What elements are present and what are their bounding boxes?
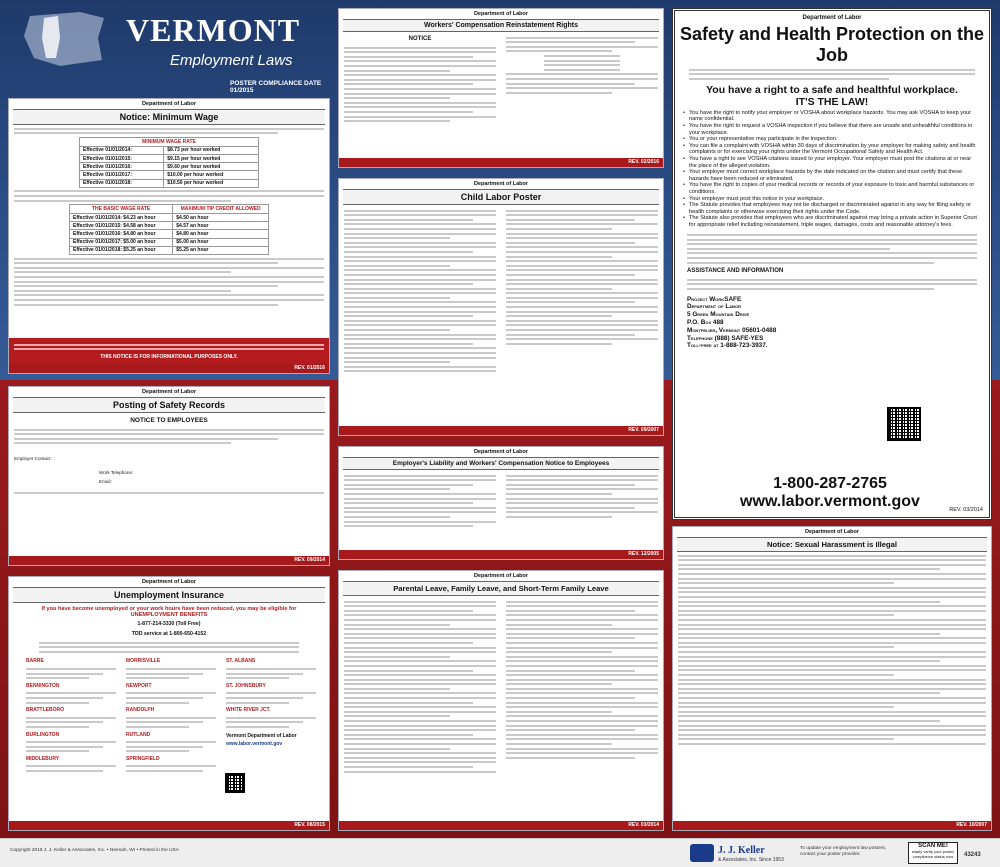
- table-row: Effective 01/01/2017: $5.00 an hour $5.00 an hour: [70, 238, 269, 246]
- work-phone-label: Work Telephone:: [99, 469, 134, 475]
- website-title: Vermont Department of Labor: [226, 732, 297, 739]
- safety-title: Safety and Health Protection on the Job: [679, 24, 985, 65]
- office-city: RUTLAND: [126, 731, 151, 738]
- dept-label: Department of Labor: [804, 529, 860, 535]
- office-city: MORRISVILLE: [126, 658, 161, 665]
- update-text: To update your employment law posters, contact your poster provider.: [800, 846, 887, 857]
- scan-sub: easily verify your poster compliance status now: [911, 849, 954, 859]
- qr-code-icon: [887, 407, 921, 441]
- rev-label: REV. 08/2015: [9, 821, 329, 830]
- panel-title: Parental Leave, Family Leave, and Short-Term Family Leave: [343, 581, 659, 596]
- rev-label: REV. 09/2007: [339, 426, 663, 435]
- list-item: • You can file a complaint with VOSHA within 30 days of discrimination by your employer for making safety and health complaints or for exercising your rights under the Vermont Occupational Safety and Health Act.: [689, 143, 977, 156]
- dept-label: Department of Labor: [802, 15, 862, 21]
- email-label: Email:: [99, 478, 112, 484]
- rev-label: REV. 03/2014: [339, 821, 663, 830]
- phone-line: 1-877-214-3330 (Toll Free): [137, 621, 201, 627]
- table-row: Effective 01/01/2016: $9.60 per hour worked: [80, 163, 259, 171]
- rev-label: REV. 12/2005: [339, 550, 663, 559]
- office-city: ST. JOHNSBURY: [226, 682, 266, 689]
- minimum-wage-table: [79, 137, 259, 188]
- table-row: Effective 01/01/2015: $9.15 per hour worked: [80, 154, 259, 162]
- rev-label: REV. 03/2014: [949, 507, 983, 513]
- panel-workers-comp-reinstatement: [338, 8, 664, 168]
- panel-title: Unemployment Insurance: [13, 587, 325, 603]
- state-title: VERMONT: [126, 12, 301, 48]
- law-heading: IT'S THE LAW!: [795, 95, 869, 108]
- panel-safety-records: [8, 386, 330, 566]
- table-row: Effective 01/01/2014: $8.73 per hour worked: [80, 146, 259, 154]
- company-since: & Associates, Inc. Since 1953: [718, 857, 784, 863]
- office-city: SPRINGFIELD: [126, 755, 160, 762]
- company-name: J. J. Keller: [718, 845, 765, 856]
- website-link[interactable]: www.labor.vermont.gov: [740, 493, 920, 510]
- table-row: Effective 01/01/2014: $4.23 an hour $4.50 an hour: [70, 214, 269, 222]
- rev-label: REV. 01/2016: [9, 364, 329, 373]
- dept-label: Department of Labor: [473, 573, 529, 579]
- rev-label: REV. 02/2016: [339, 158, 663, 167]
- notice-heading: NOTICE: [408, 36, 432, 42]
- table-row: Effective 01/01/2017: $10.00 per hour worked: [80, 171, 259, 179]
- headline: If you have become unemployed or your work hours have been reduced, you may be eligible for UNEMPLOYMENT BENEFITS: [41, 606, 297, 618]
- product-code: 43243: [964, 852, 981, 858]
- rev-label: REV. 09/2014: [9, 556, 329, 565]
- panel-title: Child Labor Poster: [343, 189, 659, 205]
- tipped-wage-table: THE BASIC WAGE RATE MAXIMUM TIP CREDIT ALLOWED Effective 01/01/2014: $4.23 an hour $4.50 an hour Effective 01/01/2015: $4.58 an hour $4.57 an hour Effective 01/01/2016: $4.80 an hour $4.80 an hour Effective 01/01/2017: $5.00 an hour $5.00 an hour Effective 01/01/2018: $5.25 an hour $5.25 an hour: [69, 204, 269, 255]
- panel-parental-leave: [338, 570, 664, 831]
- dept-label: Department of Labor: [141, 389, 197, 395]
- panel-title: Notice: Minimum Wage: [13, 109, 325, 125]
- panel-employer-liability: [338, 446, 664, 560]
- table-header: MINIMUM WAGE RATE: [80, 137, 259, 146]
- scan-label: SCAN ME!: [918, 843, 948, 849]
- right-heading: You have a right to a safe and healthful workplace.: [706, 83, 958, 96]
- panel-title: Posting of Safety Records: [13, 397, 325, 413]
- vermont-map-icon: [20, 8, 112, 68]
- rights-list: [675, 108, 989, 229]
- office-city: BRATTLEBORO: [26, 707, 64, 714]
- dept-label: Department of Labor: [141, 579, 197, 585]
- dept-label: Department of Labor: [473, 449, 529, 455]
- table-row: Effective 01/01/2018: $5.25 an hour $5.25 an hour: [70, 246, 269, 254]
- office-city: BENNINGTON: [26, 682, 60, 689]
- table-row: Effective 01/01/2015: $4.58 an hour $4.57 an hour: [70, 222, 269, 230]
- list-item: • The Statute provides that employees may not be discharged or discriminated against in any way for filing safety or health complaints or otherwise exercising their rights under the Code.: [689, 202, 977, 215]
- dept-label: Department of Labor: [141, 101, 197, 107]
- panel-title: Notice: Sexual Harassment is Illegal: [677, 537, 987, 552]
- office-city: RANDOLPH: [126, 707, 155, 714]
- qr-code-icon: [225, 773, 245, 793]
- list-item: • You have the right to request a VOSHA inspection if you believe that there are unsafe and unhealthful conditions in your workplace.: [689, 123, 977, 136]
- rev-label: REV. 10/2007: [673, 821, 991, 830]
- list-item: • You have the right to notify your employer or VOSHA about workplace hazards. You may ask VOSHA to keep your name confidential.: [689, 110, 977, 123]
- office-city: ST. ALBANS: [226, 658, 256, 665]
- dept-label: Department of Labor: [473, 11, 529, 17]
- list-item: • The Statute also provides that employees who are discriminated against may bring a private action in Superior Court for appropriate relief including reinstatement, triple wages, damages, costs and reasonable attorney's fees.: [689, 215, 977, 228]
- panel-title: Workers' Compensation Reinstatement Rights: [343, 19, 659, 32]
- address-block: Project WorkSAFE Department of Labor 5 Green Mountain Drive P.O. Box 488 Montpelier, Vermont 05601-0488 Telephone (888) SAFE-YES Toll-free at 1-888-723-3937.: [687, 295, 777, 350]
- website-link[interactable]: www.labor.vermont.gov: [226, 740, 283, 747]
- compliance-date: POSTER COMPLIANCE DATE 01/2015: [230, 80, 322, 94]
- panel-minimum-wage: [8, 98, 330, 374]
- tdd-line: TDD service at 1-800-650-4152: [131, 631, 207, 637]
- panel-title: Employer's Liability and Workers' Compensation Notice to Employees: [343, 457, 659, 470]
- employer-contact-label: Employer Contact:: [14, 456, 52, 462]
- list-item: • You have the right to copies of your medical records or records of your exposure to toxic and harmful substances or conditions.: [689, 182, 977, 195]
- panel-child-labor: [338, 178, 664, 436]
- scan-badge[interactable]: [908, 842, 958, 864]
- table-row: Effective 01/01/2016: $4.80 an hour $4.80 an hour: [70, 230, 269, 238]
- office-city: WHITE RIVER JCT.: [226, 707, 271, 714]
- office-city: MIDDLEBURY: [26, 755, 60, 762]
- table-row: Effective 01/01/2018: $10.50 per hour worked: [80, 179, 259, 187]
- office-city: NEWPORT: [126, 682, 152, 689]
- phone-number: 1-800-287-2765: [773, 475, 887, 492]
- panel-unemployment: [8, 576, 330, 831]
- panel-subtitle: NOTICE TO EMPLOYEES: [130, 417, 208, 424]
- list-item: • Your employer must post this notice in your workplace.: [689, 196, 977, 203]
- list-item: • Your employer must correct workplace hazards by the date indicated on the citation and must certify that these hazards have been reduced or eliminated.: [689, 169, 977, 182]
- office-city: BURLINGTON: [26, 731, 60, 738]
- assist-heading: ASSISTANCE AND INFORMATION: [687, 268, 784, 275]
- list-item: • You have a right to see VOSHA citations issued to your employer. Your employer must post the citations at or near the place of the alleged violation.: [689, 156, 977, 169]
- poster-header: [8, 8, 328, 93]
- panel-sexual-harassment: [672, 526, 992, 831]
- copyright-text: Copyright 2016 J. J. Keller & Associates, Inc. • Neenah, WI • Printed in the USA: [10, 848, 179, 853]
- office-city: BARRE: [26, 658, 44, 665]
- keller-logo-icon: [690, 844, 714, 862]
- poster-subtitle: Employment Laws: [170, 52, 293, 69]
- panel-safety-health: [672, 8, 992, 520]
- list-item: • You or your representative may participate in the inspection.: [689, 136, 977, 143]
- informational-note: THIS NOTICE IS FOR INFORMATIONAL PURPOSES ONLY.: [100, 353, 238, 360]
- dept-label: Department of Labor: [473, 181, 529, 187]
